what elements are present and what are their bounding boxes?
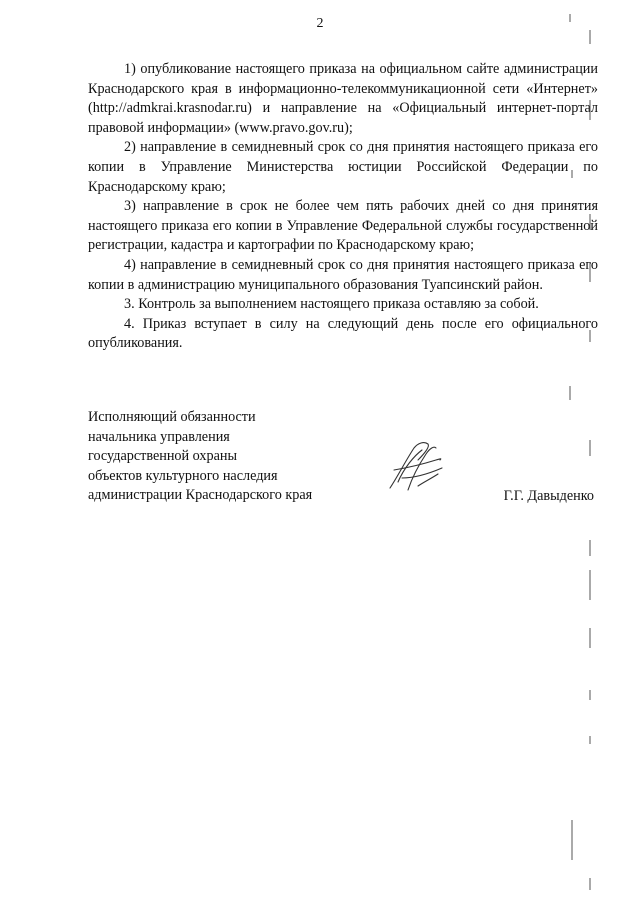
page-number: 2 xyxy=(316,16,324,31)
signatory-position xyxy=(88,408,312,506)
scan-edge-marks xyxy=(560,0,610,905)
paragraph-ministry-of-justice: 2) направление в семидневный срок со дня принятия настоящего приказа его копии в Управление Министерства юстиции Российской Федерации по Краснодарскому краю; xyxy=(88,139,598,195)
paragraph-control: 3. Контроль за выполнением настоящего приказа оставляю за собой. xyxy=(124,296,539,313)
signatory-name: Г.Г. Давыденко xyxy=(503,488,594,504)
paragraph-federal-registration-service: 3) направление в срок не более чем пять рабочих дней со дня принятия настоящего приказа его копии в Управление Федеральной службы государственной регистрации, кадастра и картографии по Краснодарскому краю; xyxy=(88,198,598,254)
signatory-position-line: объектов культурного наследия xyxy=(88,467,278,484)
paragraph-tuapse-administration: 4) направление в семидневный срок со дня принятия настоящего приказа его копии в администрацию муниципального образования Туапсинский район. xyxy=(88,256,598,293)
handwritten-signature xyxy=(384,438,448,496)
document-body xyxy=(88,60,598,354)
paragraph-entry-into-force: 4. Приказ вступает в силу на следующий день после его официального опубликования. xyxy=(88,315,598,352)
signatory-position-line: государственной охраны xyxy=(88,448,238,465)
signatory-position-line: Исполняющий обязанности xyxy=(88,409,256,425)
paragraph-publication: 1) опубликование настоящего приказа на официальном сайте администрации Краснодарского края в информационно-телекоммуникационной сети «Интернет» (http://admkrai.krasnodar.ru) и направление на «Официальный интернет-портал правовой информации» (www.pravo.gov.ru); xyxy=(88,61,598,136)
signatory-position-line: администрации Краснодарского края xyxy=(88,487,313,504)
signatory-position-line: начальника управления xyxy=(88,428,230,445)
